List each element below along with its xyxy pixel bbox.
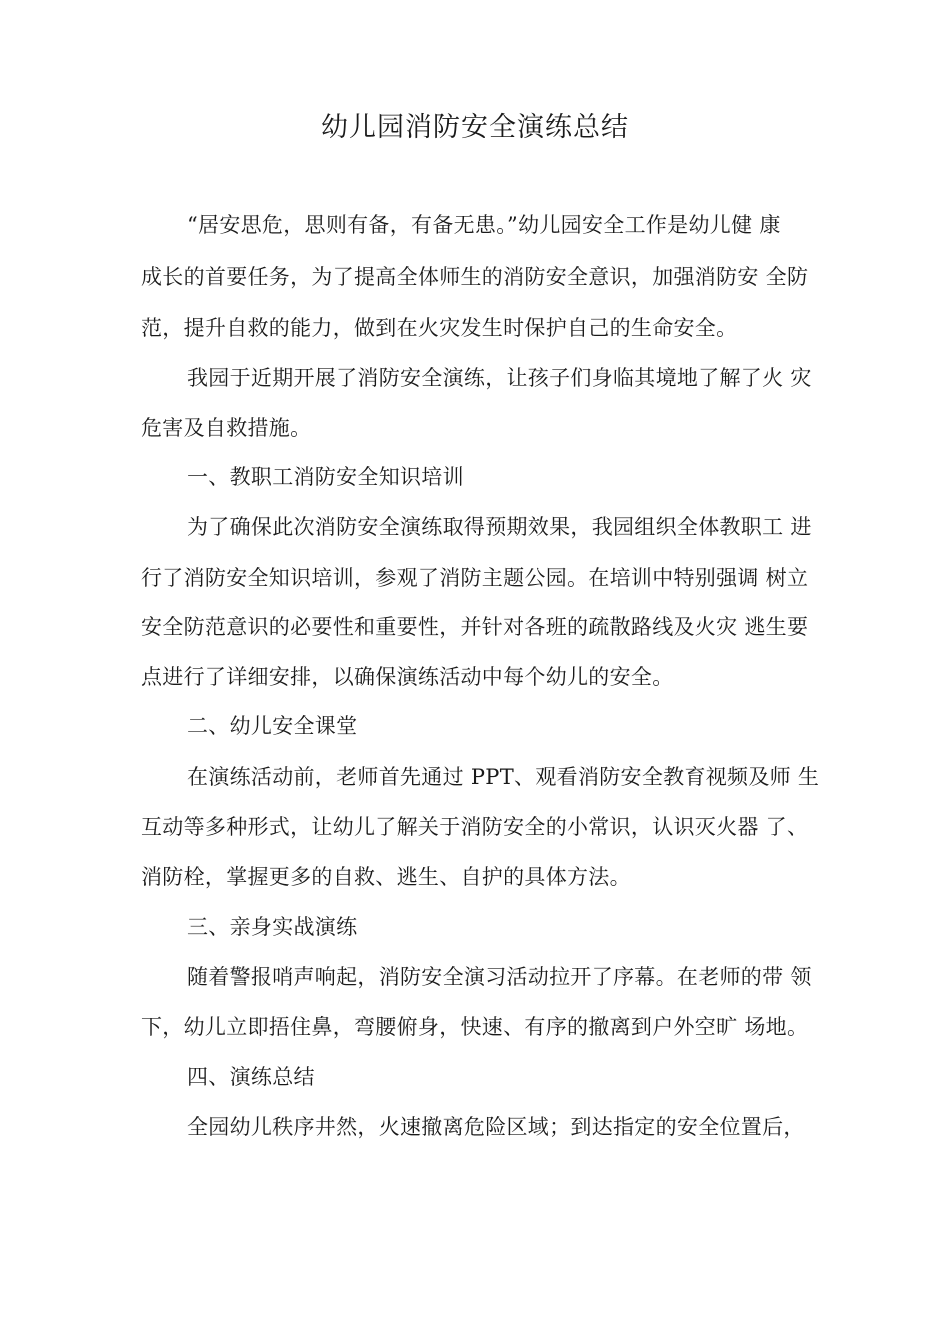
paragraph-line: 互动等多种形式，让幼儿了解关于消防安全的小常识，认识灭火器 了、 xyxy=(141,815,809,839)
paragraph-line: “居安思危，思则有备，有备无患。”幼儿园安全工作是幼儿健 康 xyxy=(187,213,781,237)
paragraph-line: 安全防范意识的必要性和重要性，并针对各班的疏散路线及火灾 逃生要 xyxy=(141,615,809,639)
paragraph-line: 随着警报哨声响起，消防安全演习活动拉开了序幕。在老师的带 领 xyxy=(187,965,812,989)
paragraph-line: 为了确保此次消防安全演练取得预期效果，我园组织全体教职工 进 xyxy=(187,515,812,539)
paragraph-line: 下，幼儿立即捂住鼻，弯腰俯身，快速、有序的撤离到户外空旷 场地。 xyxy=(141,1015,809,1039)
paragraph-line: 在演练活动前，老师首先通过 PPT、观看消防安全教育视频及师 生 xyxy=(187,765,820,789)
paragraph-line: 危害及自救措施。 xyxy=(141,416,312,440)
paragraph-line: 消防栓，掌握更多的自救、逃生、自护的具体方法。 xyxy=(141,865,631,889)
paragraph-line: 范，提升自救的能力，做到在火灾发生时保护自己的生命安全。 xyxy=(141,316,738,340)
section-heading: 二、幼儿安全课堂 xyxy=(187,714,358,738)
paragraph-line: 行了消防安全知识培训，参观了消防主题公园。在培训中特别强调 树立 xyxy=(141,566,809,590)
section-heading: 一、教职工消防安全知识培训 xyxy=(187,465,464,489)
document-title: 幼儿园消防安全演练总结 xyxy=(321,112,629,143)
paragraph-line: 全园幼儿秩序井然，火速撤离危险区域；到达指定的安全位置后， xyxy=(187,1115,805,1139)
section-heading: 三、亲身实战演练 xyxy=(187,915,358,939)
paragraph-line: 我园于近期开展了消防安全演练，让孩子们身临其境地了解了火 灾 xyxy=(187,366,812,390)
paragraph-line: 点进行了详细安排，以确保演练活动中每个幼儿的安全。 xyxy=(141,665,674,689)
paragraph-line: 成长的首要任务，为了提高全体师生的消防安全意识，加强消防安 全防 xyxy=(141,265,809,289)
section-heading: 四、演练总结 xyxy=(187,1065,315,1089)
